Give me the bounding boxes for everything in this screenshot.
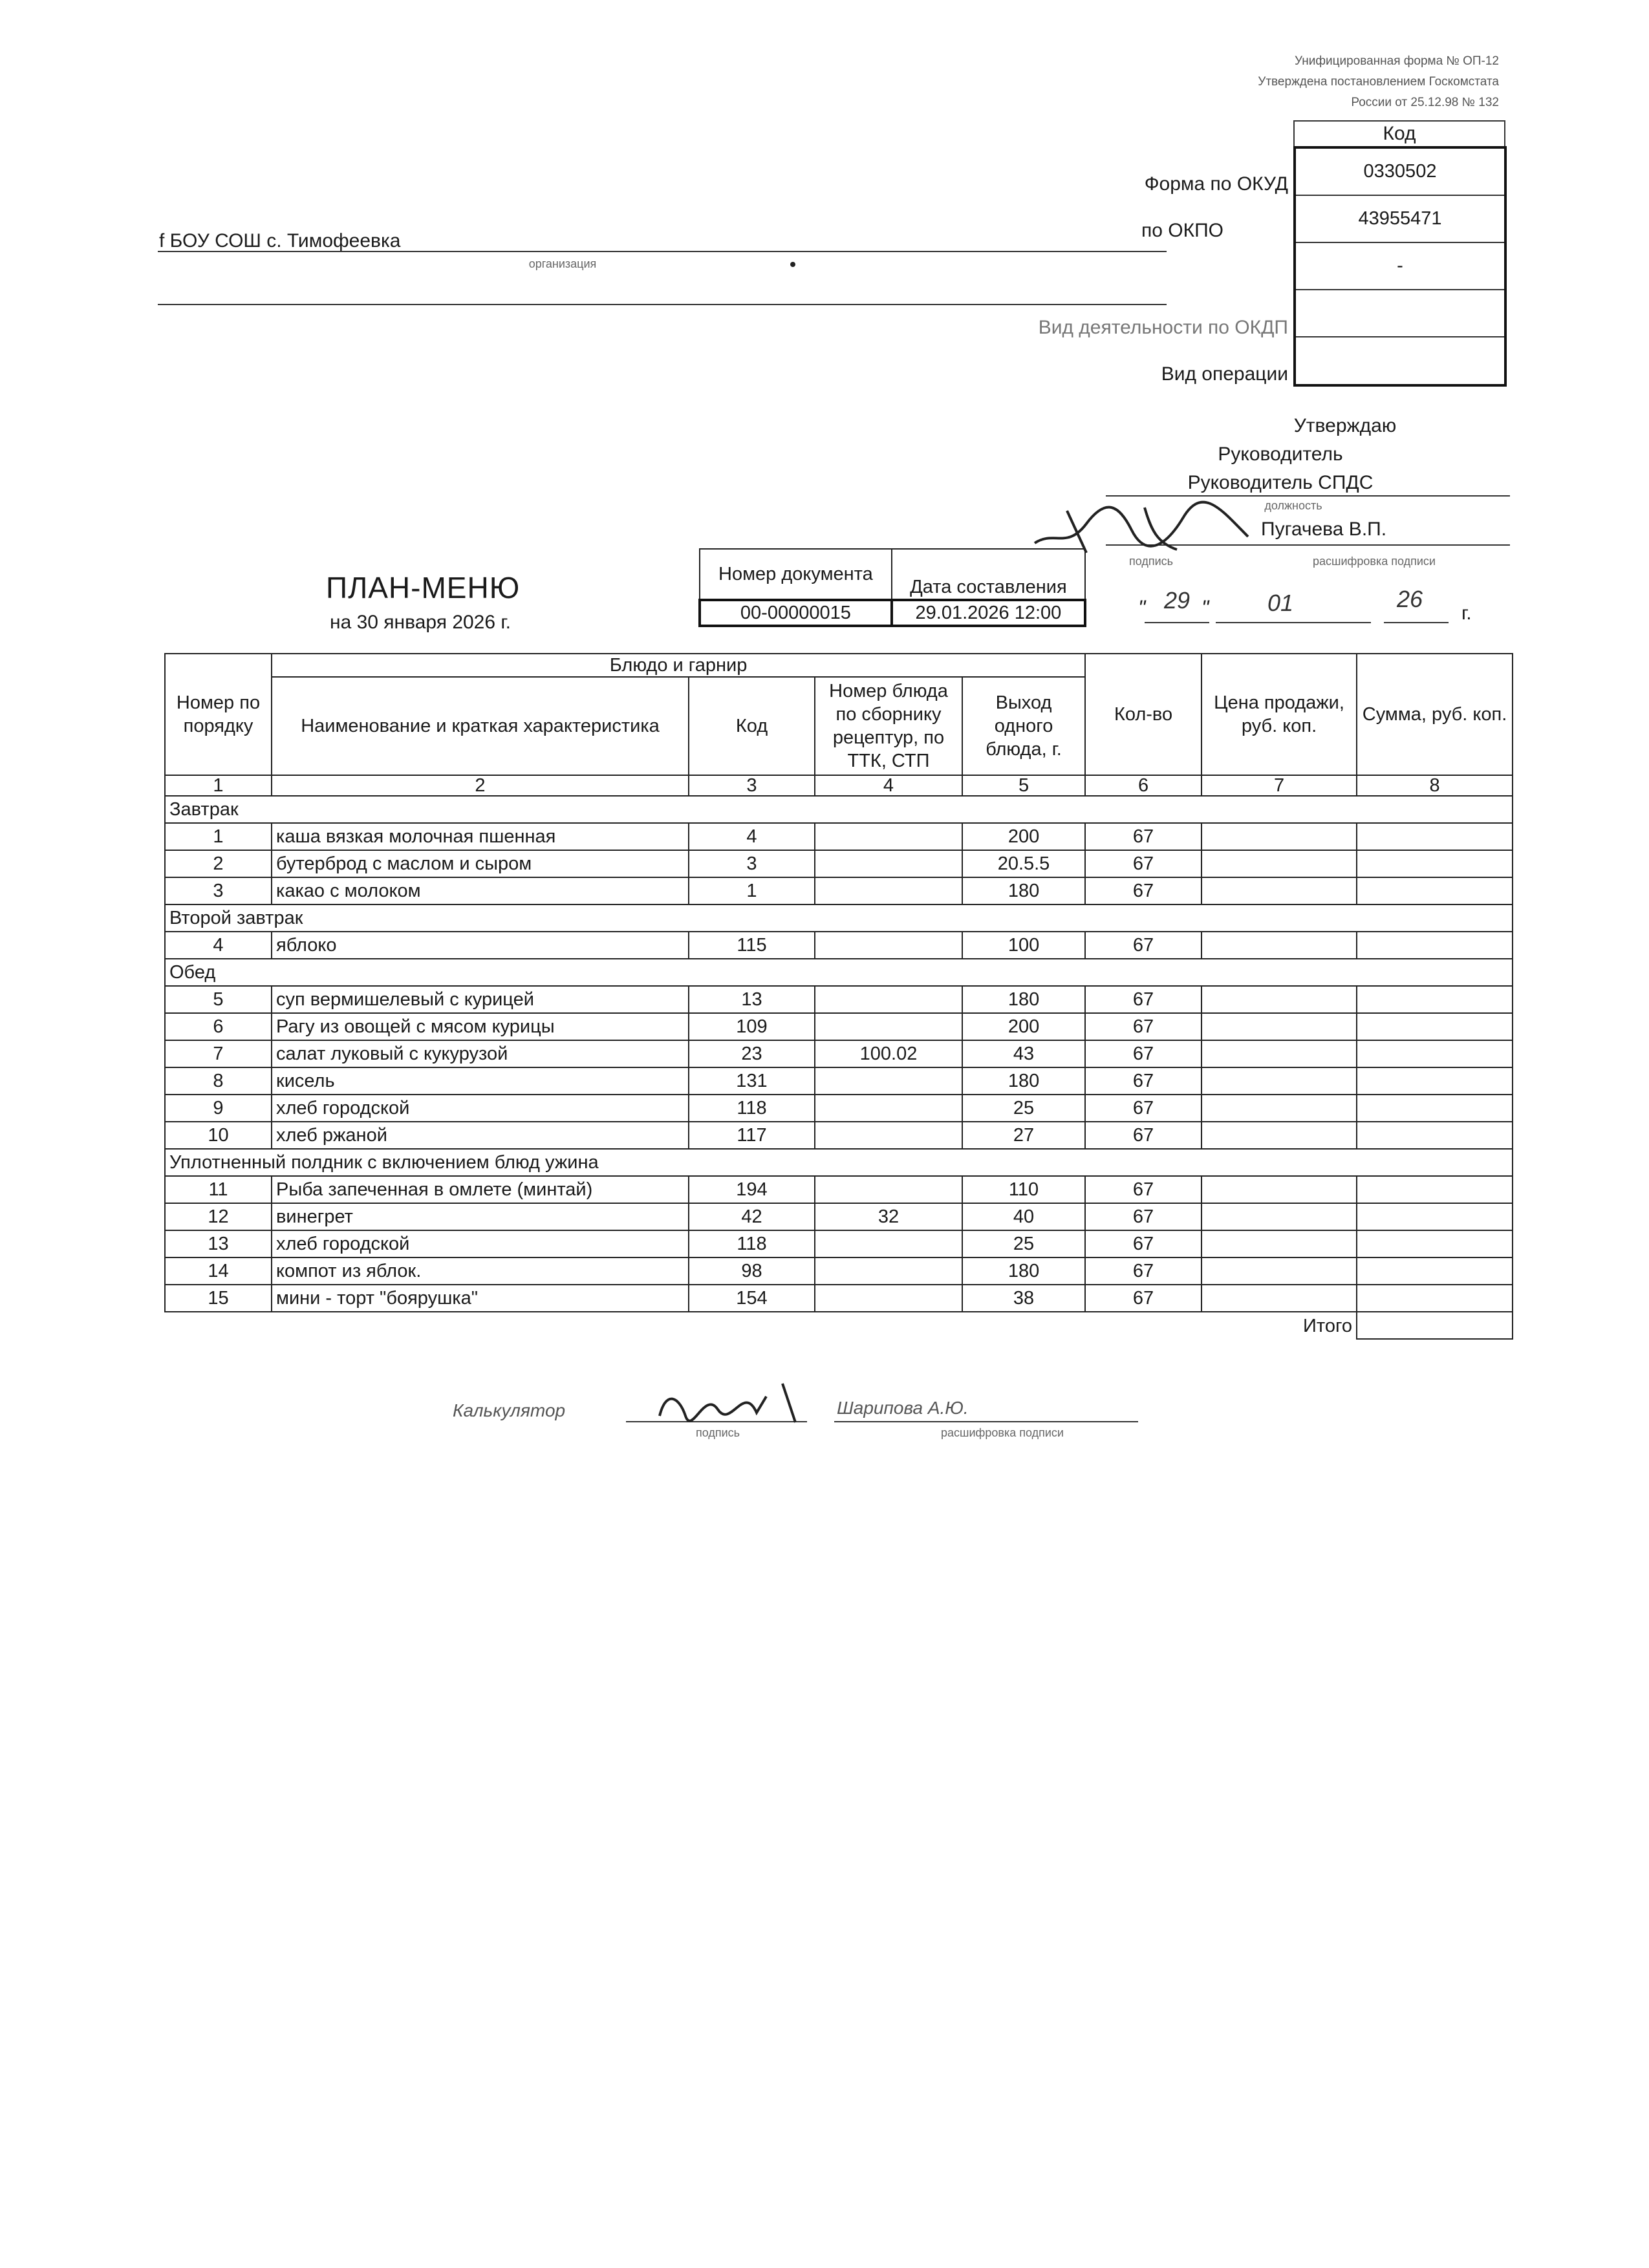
- dish-code: 4: [689, 823, 815, 850]
- col-number: 5: [962, 775, 1085, 796]
- header-row-1: [165, 654, 1513, 677]
- approver-position: Руководитель СПДС: [1187, 472, 1374, 493]
- dish-name: какао с молоком: [272, 877, 689, 904]
- yield-header: Выход одного блюда, г.: [962, 677, 1085, 775]
- dish-qty: 67: [1085, 1013, 1202, 1040]
- recipe-number: [815, 986, 962, 1013]
- doc-date-label: Дата составления: [892, 549, 1085, 600]
- okdp-code: [1296, 290, 1504, 337]
- table-row: [165, 1013, 1513, 1040]
- row-number: 15: [165, 1285, 272, 1312]
- table-row: [165, 1040, 1513, 1067]
- calculator-name: Шарипова А.Ю.: [837, 1398, 969, 1418]
- dish-name: салат луковый с кукурузой: [272, 1040, 689, 1067]
- table-row: [165, 1285, 1513, 1312]
- dish-qty: 67: [1085, 932, 1202, 959]
- recipe-number: [815, 823, 962, 850]
- dish-code: 42: [689, 1203, 815, 1230]
- dish-qty: 67: [1085, 1067, 1202, 1095]
- total-row: [165, 1312, 1513, 1339]
- document-info-table: [698, 548, 1086, 627]
- head-label: Руководитель: [1218, 444, 1343, 465]
- code-column-header: Код: [1293, 120, 1505, 147]
- calculator-label: Калькулятор: [453, 1400, 566, 1420]
- dish-name: каша вязкая молочная пшенная: [272, 823, 689, 850]
- dish-name: мини - торт "боярушка": [272, 1285, 689, 1312]
- dish-code: 23: [689, 1040, 815, 1067]
- recipe-number: [815, 1230, 962, 1257]
- calculator-signature-caption: подпись: [695, 1426, 740, 1439]
- approve-label: Утверждаю: [1293, 415, 1397, 436]
- row-number: 14: [165, 1257, 272, 1285]
- sale-price: [1202, 1040, 1357, 1067]
- blank-code: -: [1296, 243, 1504, 290]
- dish-name: бутерброд с маслом и сыром: [272, 850, 689, 877]
- dish-name: Рагу из овощей с мясом курицы: [272, 1013, 689, 1040]
- column-numbers-row: [165, 775, 1513, 796]
- approved-by-note: Утверждена постановлением Госкомстата: [1258, 75, 1499, 89]
- dish-code: 3: [689, 850, 815, 877]
- col-number: 6: [1085, 775, 1202, 796]
- date-month: 01: [1267, 590, 1294, 616]
- recipe-number: [815, 1095, 962, 1122]
- table-row: [165, 1176, 1513, 1203]
- row-sum: [1357, 1203, 1513, 1230]
- sale-price: [1202, 932, 1357, 959]
- row-sum: [1357, 1095, 1513, 1122]
- row-sum: [1357, 1067, 1513, 1095]
- menu-body: [165, 654, 1513, 1339]
- dish-name: винегрет: [272, 1203, 689, 1230]
- recipe-number: [815, 1285, 962, 1312]
- dish-name: компот из яблок.: [272, 1257, 689, 1285]
- dish-qty: 67: [1085, 1203, 1202, 1230]
- col-number: 1: [165, 775, 272, 796]
- dish-yield: 43: [962, 1040, 1085, 1067]
- recipe-number: 100.02: [815, 1040, 962, 1067]
- dish-qty: 67: [1085, 1285, 1202, 1312]
- row-number: 4: [165, 932, 272, 959]
- dish-code: 131: [689, 1067, 815, 1095]
- sale-price: [1202, 1285, 1357, 1312]
- dish-yield: 180: [962, 986, 1085, 1013]
- dish-yield: 40: [962, 1203, 1085, 1230]
- dish-qty: 67: [1085, 986, 1202, 1013]
- dish-qty: 67: [1085, 877, 1202, 904]
- table-row: [165, 932, 1513, 959]
- approver-name: Пугачева В.П.: [1261, 519, 1387, 540]
- table-row: [165, 877, 1513, 904]
- okpo-code: 43955471: [1296, 196, 1504, 243]
- sale-price: [1202, 1013, 1357, 1040]
- dish-yield: 200: [962, 1013, 1085, 1040]
- position-caption: должность: [1264, 499, 1322, 512]
- dish-yield: 25: [962, 1230, 1085, 1257]
- approved-date-note: России от 25.12.98 № 132: [1351, 96, 1499, 109]
- date-quote-close: ": [1202, 596, 1209, 619]
- dish-code: 117: [689, 1122, 815, 1149]
- okud-code: 0330502: [1296, 149, 1504, 196]
- recipe-number: 32: [815, 1203, 962, 1230]
- dish-code: 118: [689, 1230, 815, 1257]
- okud-label: Форма по ОКУД: [1144, 173, 1288, 195]
- recipe-number: [815, 1067, 962, 1095]
- dish-yield: 110: [962, 1176, 1085, 1203]
- calculator-decoding-caption: расшифровка подписи: [941, 1426, 1064, 1439]
- table-row: [165, 1203, 1513, 1230]
- recipe-number: [815, 1013, 962, 1040]
- row-number: 13: [165, 1230, 272, 1257]
- menu-table: [164, 653, 1513, 1340]
- sum-header: Сумма, руб. коп.: [1357, 654, 1513, 775]
- section-title: Завтрак: [165, 796, 1513, 823]
- sale-price: [1202, 1203, 1357, 1230]
- col-number: 2: [272, 775, 689, 796]
- dish-name: суп вермишелевый с курицей: [272, 986, 689, 1013]
- sale-price: [1202, 1067, 1357, 1095]
- total-label: Итого: [1303, 1315, 1353, 1336]
- dish-name: яблоко: [272, 932, 689, 959]
- row-number: 2: [165, 850, 272, 877]
- dish-code: 1: [689, 877, 815, 904]
- row-number: 3: [165, 877, 272, 904]
- dish-code: 13: [689, 986, 815, 1013]
- total-sum: [1357, 1312, 1513, 1339]
- row-sum: [1357, 1285, 1513, 1312]
- sale-price: [1202, 877, 1357, 904]
- table-row: [165, 1095, 1513, 1122]
- table-row: [165, 986, 1513, 1013]
- doc-date: 29.01.2026 12:00: [892, 600, 1085, 626]
- table-row: [165, 823, 1513, 850]
- sale-price: [1202, 986, 1357, 1013]
- organization-name: f БОУ СОШ с. Тимофеевка: [159, 230, 401, 251]
- recipe-number: [815, 1176, 962, 1203]
- recipe-number: [815, 932, 962, 959]
- dish-group-header: Блюдо и гарнир: [272, 654, 1085, 677]
- dish-name: Рыба запеченная в омлете (минтай): [272, 1176, 689, 1203]
- table-row: [165, 850, 1513, 877]
- row-sum: [1357, 986, 1513, 1013]
- row-number: 10: [165, 1122, 272, 1149]
- dish-code: 98: [689, 1257, 815, 1285]
- doc-number-label: Номер документа: [700, 549, 892, 600]
- row-sum: [1357, 1176, 1513, 1203]
- row-number: 5: [165, 986, 272, 1013]
- recipe-number: [815, 877, 962, 904]
- recipe-number: [815, 850, 962, 877]
- dish-yield: 25: [962, 1095, 1085, 1122]
- row-number: 9: [165, 1095, 272, 1122]
- dish-yield: 180: [962, 1257, 1085, 1285]
- dish-name: кисель: [272, 1067, 689, 1095]
- row-sum: [1357, 1040, 1513, 1067]
- row-sum: [1357, 1257, 1513, 1285]
- qty-header: Кол-во: [1085, 654, 1202, 775]
- dish-code: 118: [689, 1095, 815, 1122]
- row-number: 8: [165, 1067, 272, 1095]
- dish-yield: 20.5.5: [962, 850, 1085, 877]
- row-number: 12: [165, 1203, 272, 1230]
- row-sum: [1357, 1013, 1513, 1040]
- organization-caption: организация: [528, 257, 597, 270]
- table-row: [165, 1257, 1513, 1285]
- okpo-label: по ОКПО: [1141, 220, 1223, 241]
- dish-code: 154: [689, 1285, 815, 1312]
- dish-yield: 27: [962, 1122, 1085, 1149]
- name-header: Наименование и краткая характеристика: [272, 677, 689, 775]
- sale-price: [1202, 1257, 1357, 1285]
- section-title: Обед: [165, 959, 1513, 986]
- row-sum: [1357, 1122, 1513, 1149]
- sale-price: [1202, 850, 1357, 877]
- sale-price: [1202, 1176, 1357, 1203]
- date-year: 26: [1397, 586, 1423, 612]
- sale-price: [1202, 1095, 1357, 1122]
- approver-signature-caption: подпись: [1128, 555, 1174, 568]
- operation-label: Вид операции: [1161, 363, 1288, 385]
- dish-yield: 38: [962, 1285, 1085, 1312]
- order-header: Номер по порядку: [165, 654, 272, 775]
- date-quote-open: ": [1138, 596, 1146, 619]
- recipe-header: Номер блюда по сборнику рецептур, по ТТК, СТП: [815, 677, 962, 775]
- dish-name: хлеб городской: [272, 1095, 689, 1122]
- doc-number: 00-00000015: [700, 600, 892, 626]
- section-title: Уплотненный полдник с включением блюд ужина: [165, 1149, 1513, 1176]
- row-sum: [1357, 877, 1513, 904]
- row-sum: [1357, 932, 1513, 959]
- col-number: 7: [1202, 775, 1357, 796]
- row-number: 7: [165, 1040, 272, 1067]
- dish-qty: 67: [1085, 823, 1202, 850]
- document-subtitle: на 30 января 2026 г.: [330, 612, 512, 633]
- code-header: Код: [689, 677, 815, 775]
- row-sum: [1357, 850, 1513, 877]
- table-row: [165, 1230, 1513, 1257]
- approver-decoding-caption: расшифровка подписи: [1313, 555, 1436, 568]
- section-row: [165, 904, 1513, 932]
- row-number: 1: [165, 823, 272, 850]
- section-row: [165, 796, 1513, 823]
- dish-qty: 67: [1085, 1122, 1202, 1149]
- col-number: 3: [689, 775, 815, 796]
- operation-code: [1296, 337, 1504, 385]
- dish-yield: 100: [962, 932, 1085, 959]
- dish-qty: 67: [1085, 850, 1202, 877]
- dish-name: хлеб ржаной: [272, 1122, 689, 1149]
- section-title: Второй завтрак: [165, 904, 1513, 932]
- dish-qty: 67: [1085, 1176, 1202, 1203]
- row-number: 11: [165, 1176, 272, 1203]
- price-header: Цена продажи, руб. коп.: [1202, 654, 1357, 775]
- date-day: 29: [1164, 587, 1191, 614]
- dish-code: 194: [689, 1176, 815, 1203]
- section-row: [165, 959, 1513, 986]
- codes-box: [1293, 146, 1507, 387]
- dish-qty: 67: [1085, 1095, 1202, 1122]
- calculator-signature-image: [647, 1371, 815, 1429]
- dish-qty: 67: [1085, 1230, 1202, 1257]
- table-row: [165, 1067, 1513, 1095]
- row-sum: [1357, 823, 1513, 850]
- recipe-number: [815, 1122, 962, 1149]
- dish-name: хлеб городской: [272, 1230, 689, 1257]
- dish-code: 109: [689, 1013, 815, 1040]
- col-number: 4: [815, 775, 962, 796]
- section-row: [165, 1149, 1513, 1176]
- dish-qty: 67: [1085, 1040, 1202, 1067]
- sale-price: [1202, 1230, 1357, 1257]
- okdp-label: Вид деятельности по ОКДП: [1038, 317, 1288, 338]
- dish-yield: 180: [962, 877, 1085, 904]
- col-number: 8: [1357, 775, 1513, 796]
- recipe-number: [815, 1257, 962, 1285]
- row-sum: [1357, 1230, 1513, 1257]
- unified-form-note: Унифицированная форма № ОП-12: [1295, 54, 1499, 68]
- stray-dot: [790, 262, 795, 267]
- document-title: ПЛАН-МЕНЮ: [326, 571, 521, 604]
- date-year-suffix: г.: [1461, 603, 1472, 624]
- dish-yield: 180: [962, 1067, 1085, 1095]
- sale-price: [1202, 1122, 1357, 1149]
- dish-code: 115: [689, 932, 815, 959]
- table-row: [165, 1122, 1513, 1149]
- dish-qty: 67: [1085, 1257, 1202, 1285]
- sale-price: [1202, 823, 1357, 850]
- dish-yield: 200: [962, 823, 1085, 850]
- row-number: 6: [165, 1013, 272, 1040]
